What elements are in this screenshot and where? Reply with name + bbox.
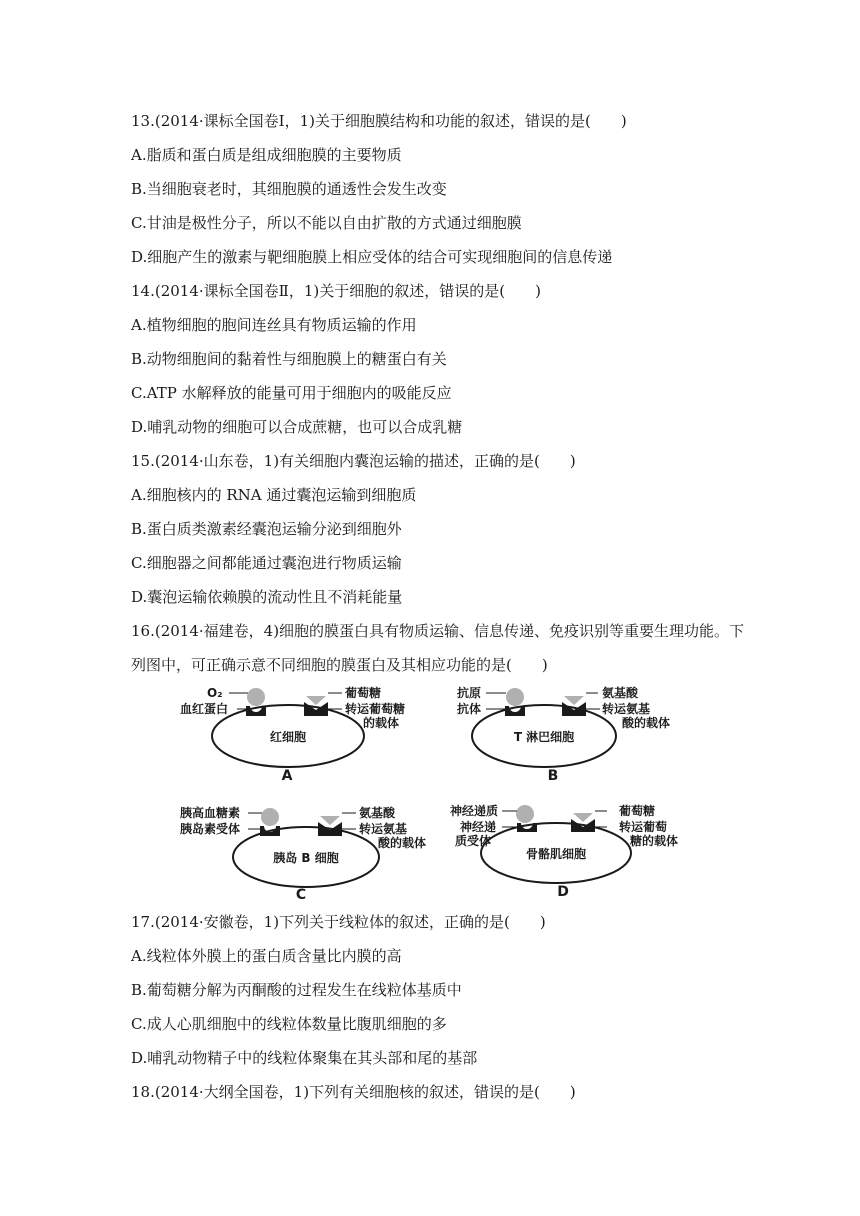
panel-c-label-r1: 氨基酸 (359, 806, 396, 820)
question-13-stem: 13.(2014·课标全国卷Ⅰ，1)关于细胞膜结构和功能的叙述，错误的是( ) (131, 112, 627, 130)
panel-d-ligand-circle (516, 805, 534, 823)
panel-b-label-r2: 转运氨基 (602, 702, 651, 716)
question-14-option-a: A.植物细胞的胞间连丝具有物质运输的作用 (131, 316, 417, 334)
panel-a-ligand-circle (247, 688, 265, 706)
panel-d-cell-label: 骨骼肌细胞 (525, 847, 587, 861)
question-15-option-b: B.蛋白质类激素经囊泡运输分泌到细胞外 (131, 520, 402, 538)
question-17-option-a: A.线粒体外膜上的蛋白质含量比内膜的高 (131, 947, 402, 965)
panel-a-option-letter: A (281, 768, 293, 784)
panel-d-option-letter: D (557, 884, 569, 900)
question-15-option-d: D.囊泡运输依赖膜的流动性且不消耗能量 (131, 588, 403, 606)
panel-c-label-r3: 酸的载体 (378, 836, 427, 850)
panel-d-label-l2: 神经递 (460, 820, 497, 834)
question-17-option-b: B.葡萄糖分解为丙酮酸的过程发生在线粒体基质中 (131, 981, 462, 999)
question-15-option-a: A.细胞核内的 RNA 通过囊泡运输到细胞质 (131, 486, 417, 504)
question-17-stem: 17.(2014·安徽卷，1)下列关于线粒体的叙述，正确的是( ) (131, 913, 546, 931)
panel-c-label-r2: 转运氨基 (359, 822, 408, 836)
panel-b-label-r3: 酸的载体 (622, 716, 671, 730)
question-17-option-d: D.哺乳动物精子中的线粒体聚集在其头部和尾的基部 (131, 1049, 478, 1067)
question-14-option-c: C.ATP 水解释放的能量可用于细胞内的吸能反应 (131, 384, 452, 402)
panel-c (180, 805, 426, 900)
question-15-stem: 15.(2014·山东卷，1)有关细胞内囊泡运输的描述，正确的是( ) (131, 452, 576, 470)
question-17-option-c: C.成人心肌细胞中的线粒体数量比腹肌细胞的多 (131, 1015, 447, 1033)
question-14-stem: 14.(2014·课标全国卷Ⅱ，1)关于细胞的叙述，错误的是( ) (131, 282, 541, 300)
panel-b-ligand-circle (506, 688, 524, 706)
panel-d-label-r3: 糖的载体 (630, 834, 679, 848)
panel-b-cell-label: T 淋巴细胞 (513, 730, 575, 744)
panel-c-triangle-substrate (320, 816, 340, 825)
panel-d-label-l1: 神经递质 (450, 804, 499, 818)
question-18-stem: 18.(2014·大纲全国卷，1)下列有关细胞核的叙述，错误的是( ) (131, 1083, 576, 1101)
panel-b-triangle-substrate (564, 696, 584, 705)
panel-a-triangle-substrate (306, 696, 326, 705)
question-14-option-b: B.动物细胞间的黏着性与细胞膜上的糖蛋白有关 (131, 350, 447, 368)
panel-c-option-letter: C (295, 887, 307, 900)
panel-a-label-l2: 血红蛋白 (180, 702, 229, 716)
panel-d-label-l3: 质受体 (455, 834, 492, 848)
panel-a-label-l1: O₂ (207, 686, 223, 700)
panel-d (450, 803, 678, 900)
panel-a-cell-label: 红细胞 (269, 730, 307, 744)
question-13-option-a: A.脂质和蛋白质是组成细胞膜的主要物质 (131, 146, 402, 164)
panel-c-cell-label: 胰岛 B 细胞 (273, 851, 339, 865)
panel-d-triangle-substrate (573, 813, 593, 822)
membrane-protein-figure (160, 680, 720, 900)
panel-c-label-l1: 胰高血糖素 (180, 806, 241, 820)
question-16-stem-line1: 16.(2014·福建卷，4)细胞的膜蛋白具有物质运输、信息传递、免疫识别等重要生理功能。下 (131, 622, 745, 640)
panel-b-label-r1: 氨基酸 (602, 686, 639, 700)
panel-a-label-r2: 转运葡萄糖 (345, 702, 406, 716)
question-13-option-d: D.细胞产生的激素与靶细胞膜上相应受体的结合可实现细胞间的信息传递 (131, 248, 613, 266)
panel-b (457, 685, 670, 784)
panel-c-label-l2: 胰岛素受体 (180, 822, 241, 836)
question-15-option-c: C.细胞器之间都能通过囊泡进行物质运输 (131, 554, 402, 572)
question-13-option-b: B.当细胞衰老时，其细胞膜的通透性会发生改变 (131, 180, 447, 198)
panel-d-label-r1: 葡萄糖 (619, 804, 656, 818)
question-14-option-d: D.哺乳动物的细胞可以合成蔗糖，也可以合成乳糖 (131, 418, 463, 436)
panel-b-label-l2: 抗体 (457, 702, 482, 716)
panel-b-label-l1: 抗原 (457, 686, 482, 700)
panel-d-label-r2: 转运葡萄 (619, 820, 668, 834)
panel-a-label-r3: 的载体 (363, 716, 400, 730)
panel-a (180, 685, 405, 784)
panel-a-label-r1: 葡萄糖 (345, 686, 382, 700)
question-13-option-c: C.甘油是极性分子，所以不能以自由扩散的方式通过细胞膜 (131, 214, 522, 232)
question-16-stem-line2: 列图中，可正确示意不同细胞的膜蛋白及其相应功能的是( ) (131, 656, 548, 674)
panel-b-option-letter: B (547, 768, 559, 784)
panel-c-ligand-circle (261, 808, 279, 826)
